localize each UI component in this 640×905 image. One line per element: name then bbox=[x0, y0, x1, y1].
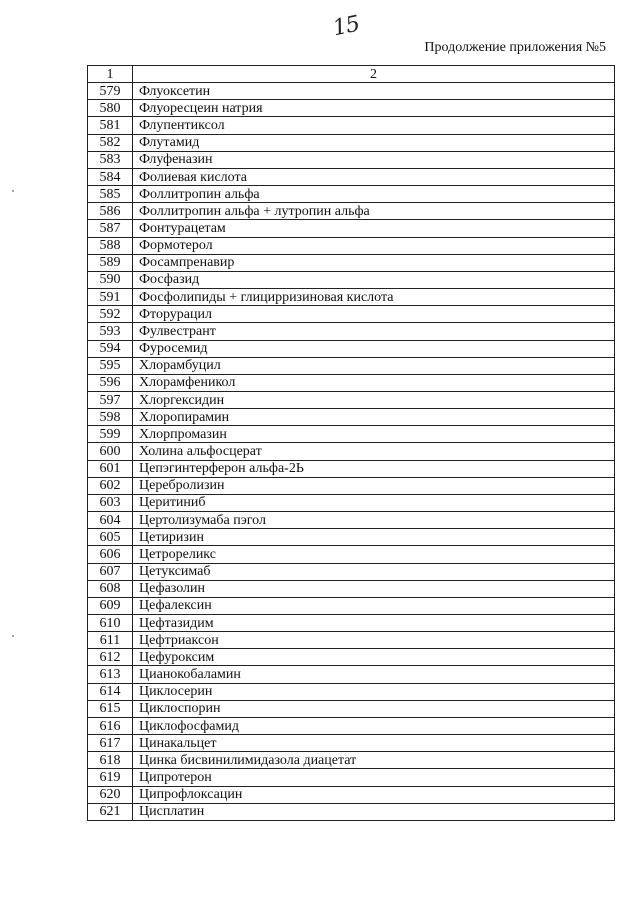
table-row bbox=[88, 683, 615, 700]
table-row bbox=[88, 168, 615, 185]
table-row bbox=[88, 735, 615, 752]
row-number: 598 bbox=[88, 409, 133, 426]
table-row bbox=[88, 117, 615, 134]
row-number: 615 bbox=[88, 700, 133, 717]
row-number: 593 bbox=[88, 323, 133, 340]
row-number: 588 bbox=[88, 237, 133, 254]
table-row bbox=[88, 271, 615, 288]
row-number: 620 bbox=[88, 786, 133, 803]
drug-name: Цинакальцет bbox=[133, 735, 615, 752]
drug-name: Хлоргексидин bbox=[133, 391, 615, 408]
table-row bbox=[88, 186, 615, 203]
drug-name: Фторурацил bbox=[133, 306, 615, 323]
table-row bbox=[88, 786, 615, 803]
table-row bbox=[88, 752, 615, 769]
table-row bbox=[88, 254, 615, 271]
row-number: 596 bbox=[88, 374, 133, 391]
row-number: 594 bbox=[88, 340, 133, 357]
row-number: 591 bbox=[88, 289, 133, 306]
drug-name: Цинка бисвинилимидазола диацетат bbox=[133, 752, 615, 769]
drug-name: Циклоспорин bbox=[133, 700, 615, 717]
row-number: 617 bbox=[88, 735, 133, 752]
drug-name: Формотерол bbox=[133, 237, 615, 254]
drug-name: Флупентиксол bbox=[133, 117, 615, 134]
table-row bbox=[88, 220, 615, 237]
drug-name: Цетиризин bbox=[133, 529, 615, 546]
drug-name: Цефтриаксон bbox=[133, 632, 615, 649]
table-row bbox=[88, 563, 615, 580]
table-row bbox=[88, 151, 615, 168]
table-row bbox=[88, 323, 615, 340]
row-number: 584 bbox=[88, 168, 133, 185]
row-number: 606 bbox=[88, 546, 133, 563]
column-header-2: 2 bbox=[133, 66, 615, 83]
table-row bbox=[88, 306, 615, 323]
drug-name: Холина альфосцерат bbox=[133, 443, 615, 460]
table-row bbox=[88, 460, 615, 477]
table-body bbox=[88, 83, 615, 821]
drug-name: Фосампренавир bbox=[133, 254, 615, 271]
table-row bbox=[88, 340, 615, 357]
row-number: 604 bbox=[88, 512, 133, 529]
drug-name: Хлорамфеникол bbox=[133, 374, 615, 391]
row-number: 605 bbox=[88, 529, 133, 546]
drug-name: Фуросемид bbox=[133, 340, 615, 357]
table-row bbox=[88, 409, 615, 426]
row-number: 599 bbox=[88, 426, 133, 443]
row-number: 614 bbox=[88, 683, 133, 700]
table-row bbox=[88, 580, 615, 597]
row-number: 621 bbox=[88, 803, 133, 820]
drug-name: Хлорпромазин bbox=[133, 426, 615, 443]
row-number: 602 bbox=[88, 477, 133, 494]
drug-name: Хлорамбуцил bbox=[133, 357, 615, 374]
drug-name: Фосфазид bbox=[133, 271, 615, 288]
table-row bbox=[88, 443, 615, 460]
table-header-row bbox=[88, 66, 615, 83]
row-number: 616 bbox=[88, 717, 133, 734]
table-row bbox=[88, 666, 615, 683]
row-number: 601 bbox=[88, 460, 133, 477]
table-row bbox=[88, 512, 615, 529]
row-number: 603 bbox=[88, 494, 133, 511]
drug-name: Ципрофлоксацин bbox=[133, 786, 615, 803]
drug-name: Цефтазидим bbox=[133, 615, 615, 632]
table-row bbox=[88, 494, 615, 511]
table-row bbox=[88, 717, 615, 734]
table-row bbox=[88, 100, 615, 117]
margin-speck bbox=[12, 190, 14, 192]
table-row bbox=[88, 477, 615, 494]
table-row bbox=[88, 426, 615, 443]
drug-name: Ципротерон bbox=[133, 769, 615, 786]
column-header-1: 1 bbox=[88, 66, 133, 83]
drug-name: Церитиниб bbox=[133, 494, 615, 511]
row-number: 610 bbox=[88, 615, 133, 632]
row-number: 611 bbox=[88, 632, 133, 649]
row-number: 583 bbox=[88, 151, 133, 168]
drug-name: Фосфолипиды + глицирризиновая кислота bbox=[133, 289, 615, 306]
row-number: 582 bbox=[88, 134, 133, 151]
margin-speck bbox=[12, 635, 14, 637]
table-row bbox=[88, 203, 615, 220]
drug-name: Фоллитропин альфа + лутропин альфа bbox=[133, 203, 615, 220]
table-row bbox=[88, 597, 615, 614]
table-row bbox=[88, 700, 615, 717]
drug-name: Фолиевая кислота bbox=[133, 168, 615, 185]
table-row bbox=[88, 546, 615, 563]
row-number: 618 bbox=[88, 752, 133, 769]
drug-name: Цепэгинтерферон альфа-2Ь bbox=[133, 460, 615, 477]
row-number: 607 bbox=[88, 563, 133, 580]
table-row bbox=[88, 615, 615, 632]
row-number: 581 bbox=[88, 117, 133, 134]
table-row bbox=[88, 632, 615, 649]
drug-name: Цефазолин bbox=[133, 580, 615, 597]
drug-name: Фонтурацетам bbox=[133, 220, 615, 237]
row-number: 590 bbox=[88, 271, 133, 288]
row-number: 612 bbox=[88, 649, 133, 666]
row-number: 597 bbox=[88, 391, 133, 408]
table-row bbox=[88, 529, 615, 546]
row-number: 609 bbox=[88, 597, 133, 614]
row-number: 592 bbox=[88, 306, 133, 323]
drug-name: Фоллитропин альфа bbox=[133, 186, 615, 203]
drug-name: Флутамид bbox=[133, 134, 615, 151]
drug-name: Флуоресцеин натрия bbox=[133, 100, 615, 117]
table-row bbox=[88, 237, 615, 254]
drug-name: Флуоксетин bbox=[133, 83, 615, 100]
drug-name: Фулвестрант bbox=[133, 323, 615, 340]
drug-name: Цефуроксим bbox=[133, 649, 615, 666]
row-number: 595 bbox=[88, 357, 133, 374]
drug-name: Цефалексин bbox=[133, 597, 615, 614]
drug-name: Циклофосфамид bbox=[133, 717, 615, 734]
row-number: 586 bbox=[88, 203, 133, 220]
table-row bbox=[88, 391, 615, 408]
drug-name: Цисплатин bbox=[133, 803, 615, 820]
drug-name: Церебролизин bbox=[133, 477, 615, 494]
drug-name: Цианокобаламин bbox=[133, 666, 615, 683]
row-number: 585 bbox=[88, 186, 133, 203]
drug-name: Хлоропирамин bbox=[133, 409, 615, 426]
drug-name: Цертолизумаба пэгол bbox=[133, 512, 615, 529]
row-number: 589 bbox=[88, 254, 133, 271]
drug-name: Цетрореликс bbox=[133, 546, 615, 563]
table-row bbox=[88, 649, 615, 666]
row-number: 619 bbox=[88, 769, 133, 786]
row-number: 587 bbox=[88, 220, 133, 237]
table-row bbox=[88, 357, 615, 374]
table-row bbox=[88, 769, 615, 786]
drug-name: Цетуксимаб bbox=[133, 563, 615, 580]
row-number: 608 bbox=[88, 580, 133, 597]
row-number: 580 bbox=[88, 100, 133, 117]
row-number: 579 bbox=[88, 83, 133, 100]
row-number: 613 bbox=[88, 666, 133, 683]
drug-name: Флуфеназин bbox=[133, 151, 615, 168]
table-row bbox=[88, 803, 615, 820]
drug-name: Циклосерин bbox=[133, 683, 615, 700]
row-number: 600 bbox=[88, 443, 133, 460]
handwritten-page-number: 15 bbox=[330, 11, 362, 42]
table-row bbox=[88, 289, 615, 306]
table-row bbox=[88, 134, 615, 151]
table-row bbox=[88, 374, 615, 391]
drug-list-table bbox=[87, 65, 615, 821]
continuation-caption: Продолжение приложения №5 bbox=[424, 40, 606, 55]
table-row bbox=[88, 83, 615, 100]
